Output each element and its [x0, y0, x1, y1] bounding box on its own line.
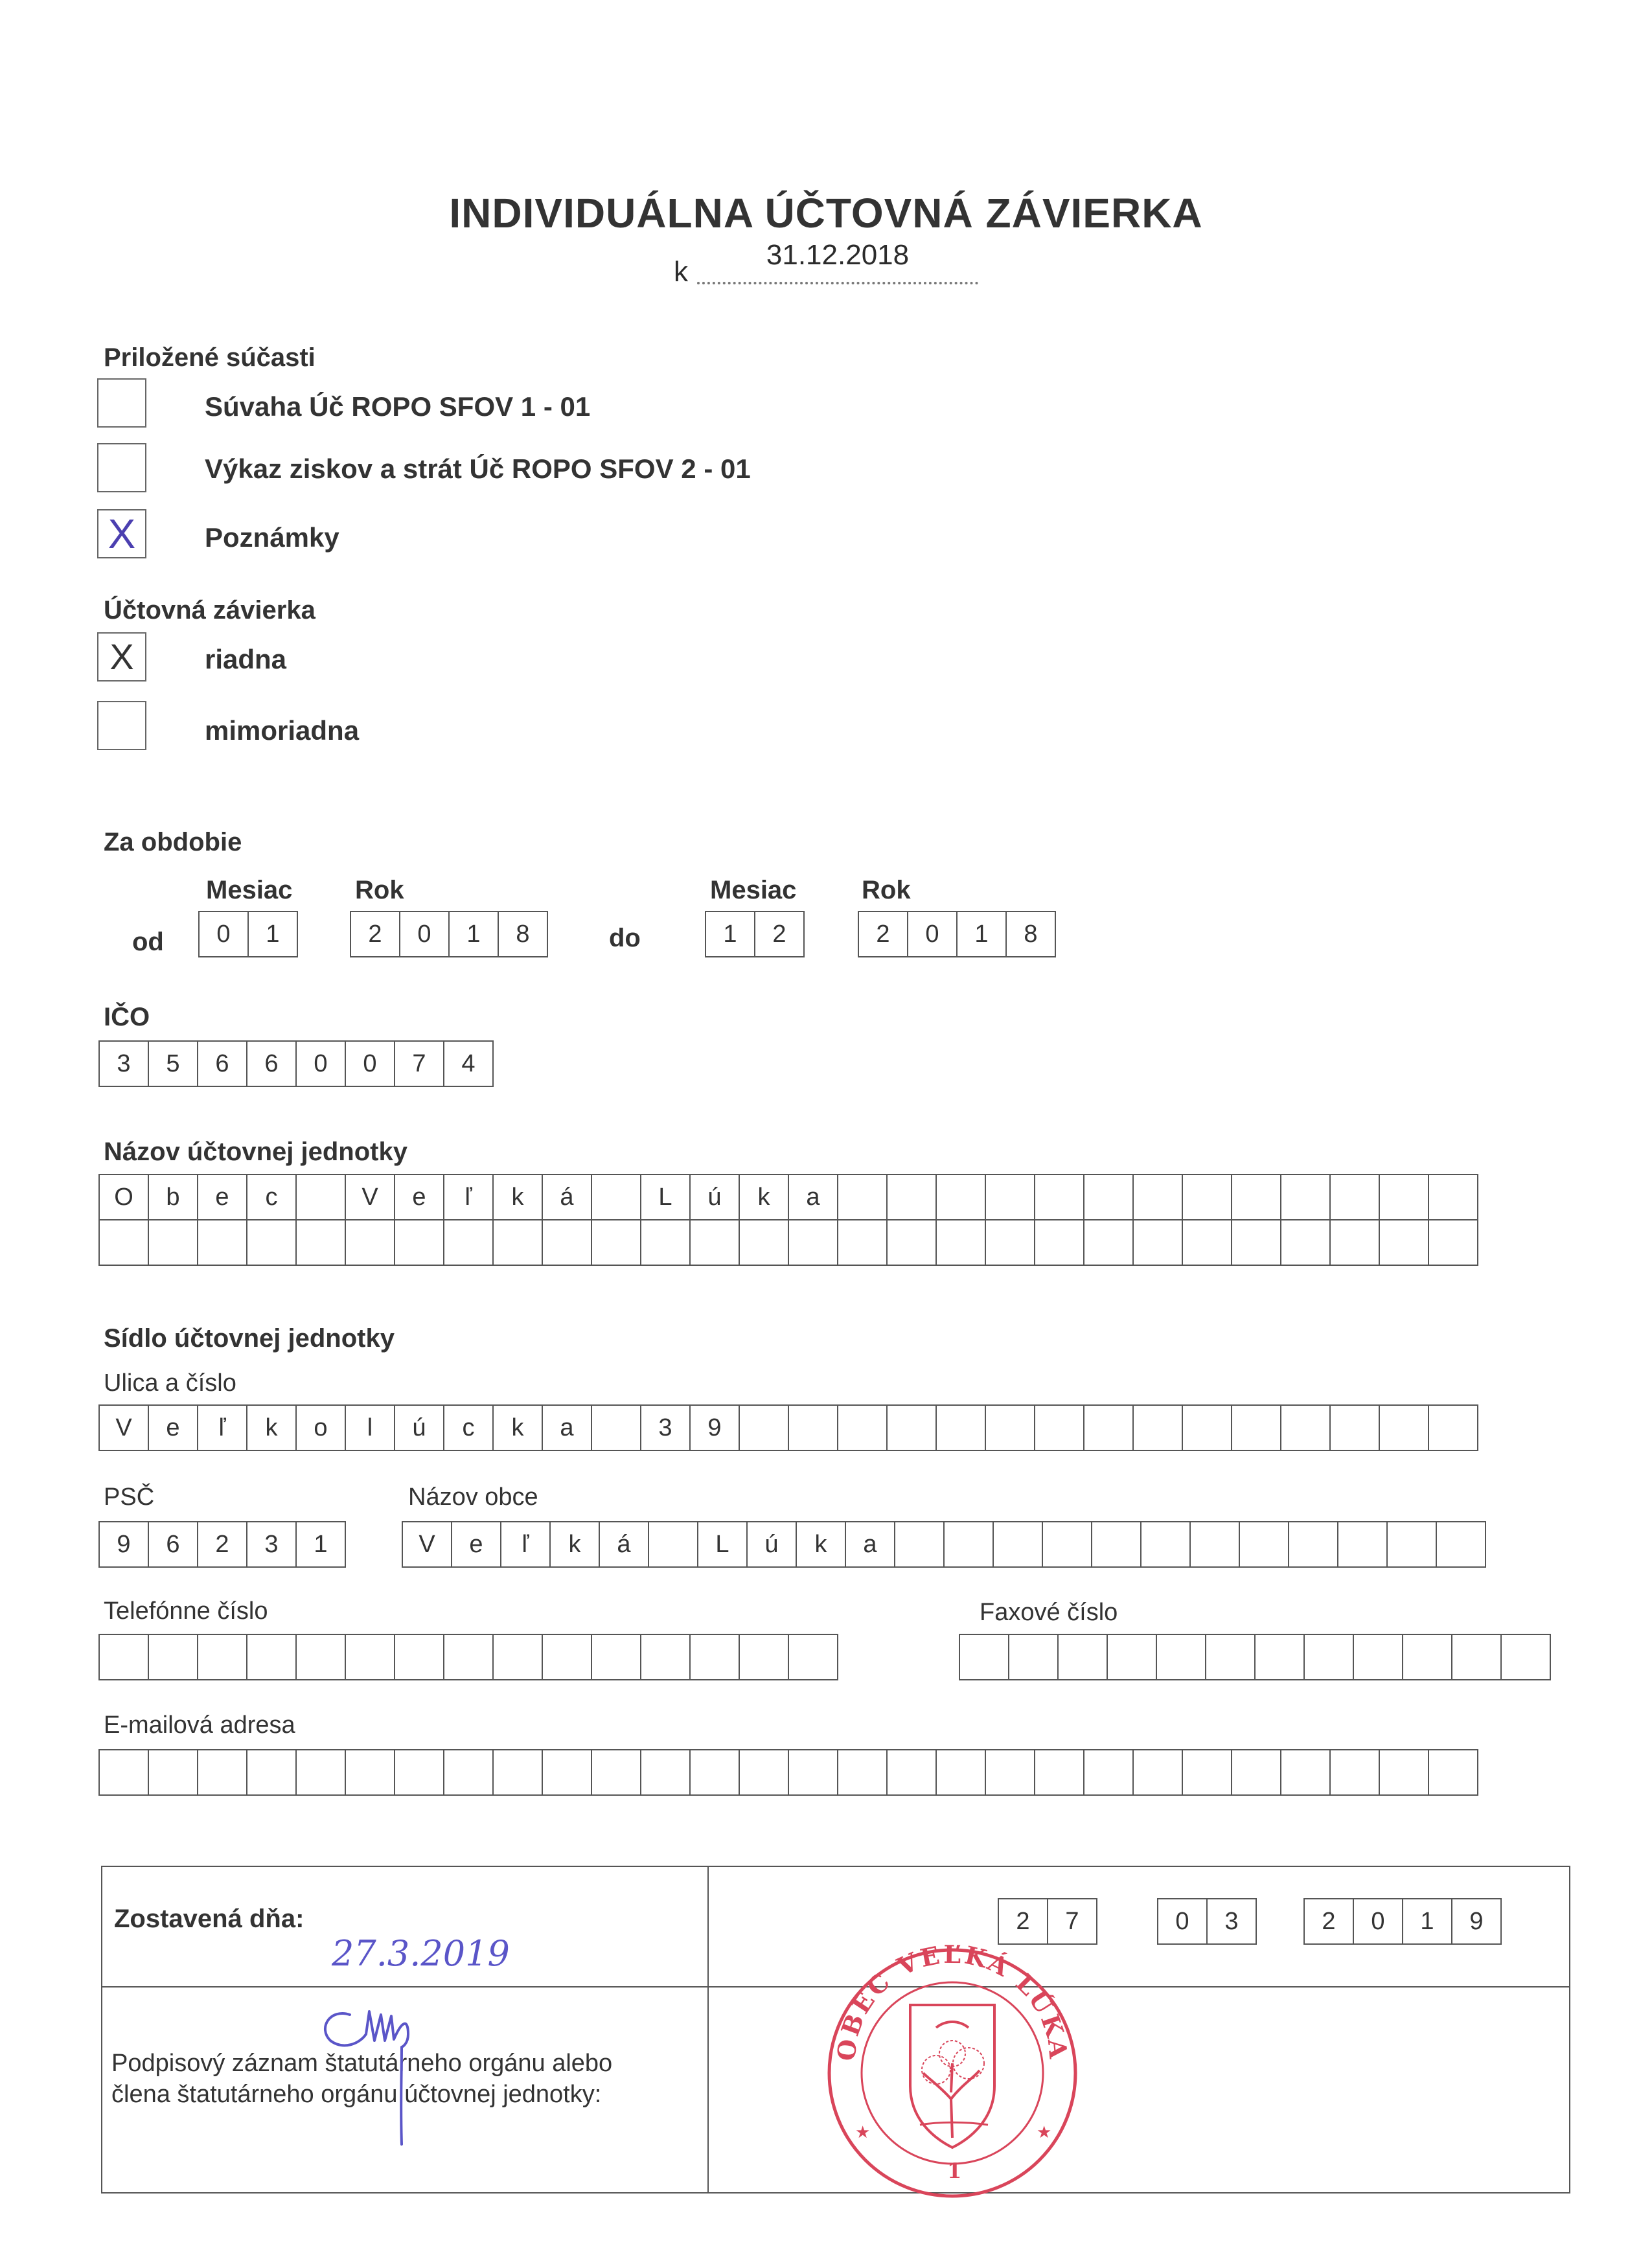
city-cell: V — [402, 1521, 452, 1568]
email-cell — [689, 1749, 740, 1796]
entity-name-cell: a — [788, 1174, 838, 1220]
entity-name-cell: c — [246, 1174, 297, 1220]
email-cell — [1329, 1749, 1380, 1796]
attachments-heading: Priložené súčasti — [104, 343, 315, 372]
email-cell — [935, 1749, 986, 1796]
entity-name-cell — [1034, 1174, 1084, 1220]
signature-label-line2: člena štatutárneho orgánu účtovnej jednotky: — [111, 2081, 602, 2108]
fax-cell — [1156, 1634, 1206, 1680]
from-month-cell: 1 — [247, 911, 298, 957]
document-title: INDIVIDUÁLNA ÚČTOVNÁ ZÁVIERKA — [449, 190, 1203, 236]
signature-frame-divider — [707, 1866, 709, 2194]
stamp-star-right: ★ — [1037, 2122, 1052, 2142]
entity-name-cell: e — [394, 1174, 444, 1220]
entity-name-cell — [1182, 1219, 1232, 1266]
city-cell — [1091, 1521, 1141, 1568]
stamp-number: 1 — [947, 2159, 962, 2183]
ico-label: IČO — [104, 1003, 150, 1031]
as-of-date-field[interactable] — [697, 239, 978, 284]
entity-name-cell — [837, 1219, 888, 1266]
street-cell: e — [148, 1404, 198, 1451]
city-cell — [1140, 1521, 1191, 1568]
to-month-cell: 2 — [754, 911, 805, 957]
city-cell — [943, 1521, 994, 1568]
stamp-text: OBEC VEĽKÁ LÚKA — [831, 1939, 1073, 2063]
phone-cell — [246, 1634, 297, 1680]
street-cell — [1132, 1404, 1183, 1451]
street-cell — [1083, 1404, 1134, 1451]
street-cell — [1280, 1404, 1331, 1451]
city-field[interactable] — [402, 1521, 1486, 1568]
entity-name-cell — [985, 1174, 1035, 1220]
entity-name-cell — [1329, 1174, 1380, 1220]
compiled-label: Zostavená dňa: — [114, 1905, 304, 1933]
entity-name-cell — [295, 1174, 346, 1220]
from-month-field[interactable] — [198, 911, 298, 957]
street-cell — [837, 1404, 888, 1451]
compiled-year-cell: 2 — [1303, 1898, 1354, 1945]
street-cell: ľ — [197, 1404, 247, 1451]
city-cell: e — [451, 1521, 501, 1568]
street-cell: 9 — [689, 1404, 740, 1451]
from-label: od — [132, 928, 164, 956]
entity-name-cell — [1428, 1219, 1478, 1266]
entity-name-cell — [1428, 1174, 1478, 1220]
email-cell — [443, 1749, 494, 1796]
fax-cell — [959, 1634, 1009, 1680]
to-year-cell: 1 — [956, 911, 1007, 957]
email-cell — [1182, 1749, 1232, 1796]
phone-cell — [345, 1634, 395, 1680]
psc-field[interactable] — [98, 1521, 346, 1568]
entity-name-cell: k — [739, 1174, 789, 1220]
fax-cell — [1107, 1634, 1157, 1680]
fax-cell — [1451, 1634, 1502, 1680]
phone-cell — [689, 1634, 740, 1680]
ico-field[interactable] — [98, 1040, 494, 1087]
entity-name-cell — [394, 1219, 444, 1266]
entity-name-cell — [591, 1174, 641, 1220]
entity-name-cell — [689, 1219, 740, 1266]
fax-label: Faxové číslo — [980, 1599, 1118, 1626]
handwritten-signature — [304, 1982, 499, 2177]
fax-cell — [1254, 1634, 1305, 1680]
phone-cell — [640, 1634, 691, 1680]
entity-name-cell — [443, 1219, 494, 1266]
entity-name-row — [98, 1174, 1478, 1220]
street-cell — [1379, 1404, 1429, 1451]
city-cell: k — [796, 1521, 846, 1568]
fax-cell — [1353, 1634, 1403, 1680]
street-cell: a — [542, 1404, 592, 1451]
email-cell — [1231, 1749, 1281, 1796]
entity-name-cell — [935, 1219, 986, 1266]
from-month-label: Mesiac — [206, 876, 293, 904]
city-cell — [648, 1521, 698, 1568]
email-cell — [98, 1749, 149, 1796]
email-cell — [739, 1749, 789, 1796]
entity-name-cell: ú — [689, 1174, 740, 1220]
street-cell — [1329, 1404, 1380, 1451]
entity-name-cell — [886, 1174, 937, 1220]
city-cell: L — [697, 1521, 748, 1568]
entity-name-cell: e — [197, 1174, 247, 1220]
entity-name-cell — [985, 1219, 1035, 1266]
compiled-month-cell: 0 — [1157, 1898, 1208, 1945]
city-cell — [1337, 1521, 1388, 1568]
email-cell — [837, 1749, 888, 1796]
city-cell: ú — [746, 1521, 797, 1568]
from-year-cell: 2 — [350, 911, 400, 957]
fax-field[interactable] — [959, 1634, 1551, 1680]
entity-name-cell: k — [492, 1174, 543, 1220]
phone-cell — [542, 1634, 592, 1680]
compiled-day-cell: 7 — [1047, 1898, 1097, 1945]
phone-cell — [295, 1634, 346, 1680]
entity-name-cell: O — [98, 1174, 149, 1220]
entity-name-cell — [640, 1219, 691, 1266]
from-year-label: Rok — [355, 876, 404, 904]
entity-name-cell — [542, 1219, 592, 1266]
label-extraordinary: mimoriadna — [205, 715, 360, 746]
email-cell — [148, 1749, 198, 1796]
ico-cell: 7 — [394, 1040, 444, 1087]
fax-cell — [1303, 1634, 1354, 1680]
phone-cell — [739, 1634, 789, 1680]
checkbox-income-statement[interactable] — [97, 443, 146, 492]
psc-cell: 2 — [197, 1521, 247, 1568]
email-cell — [985, 1749, 1035, 1796]
street-cell — [1182, 1404, 1232, 1451]
email-cell — [640, 1749, 691, 1796]
period-heading: Za obdobie — [104, 828, 242, 856]
entity-name-cell — [739, 1219, 789, 1266]
to-year-cell: 8 — [1005, 911, 1056, 957]
street-cell: k — [246, 1404, 297, 1451]
street-cell — [985, 1404, 1035, 1451]
street-cell — [739, 1404, 789, 1451]
entity-name-cell: á — [542, 1174, 592, 1220]
street-cell: V — [98, 1404, 149, 1451]
phone-cell — [492, 1634, 543, 1680]
checkbox-notes[interactable]: X — [97, 509, 146, 558]
street-field[interactable] — [98, 1404, 1478, 1451]
entity-name-cell: ľ — [443, 1174, 494, 1220]
street-cell: 3 — [640, 1404, 691, 1451]
entity-name-cell — [1182, 1174, 1232, 1220]
entity-name-cell — [1329, 1219, 1380, 1266]
city-cell: á — [599, 1521, 649, 1568]
city-cell — [894, 1521, 945, 1568]
entity-name-cell — [886, 1219, 937, 1266]
entity-name-field[interactable] — [98, 1174, 1478, 1266]
entity-name-cell — [1231, 1219, 1281, 1266]
compiled-year-cell: 9 — [1451, 1898, 1502, 1945]
ico-cell: 6 — [246, 1040, 297, 1087]
entity-name-cell — [98, 1219, 149, 1266]
from-year-cell: 1 — [448, 911, 499, 957]
email-cell — [1280, 1749, 1331, 1796]
compiled-month-field[interactable] — [1157, 1898, 1257, 1945]
compiled-month-cell: 3 — [1206, 1898, 1257, 1945]
from-year-cell: 8 — [498, 911, 548, 957]
from-month-cell: 0 — [198, 911, 249, 957]
street-cell — [1231, 1404, 1281, 1451]
fax-cell — [1205, 1634, 1256, 1680]
entity-name-cell — [1132, 1174, 1183, 1220]
label-notes: Poznámky — [205, 522, 339, 553]
entity-name-cell — [1231, 1174, 1281, 1220]
signature-label-line1: Podpisový záznam štatutárneho orgánu alebo — [111, 2050, 613, 2077]
email-cell — [197, 1749, 247, 1796]
fax-cell — [1500, 1634, 1551, 1680]
entity-name-cell — [1280, 1219, 1331, 1266]
city-cell — [1042, 1521, 1092, 1568]
ico-cell: 4 — [443, 1040, 494, 1087]
email-cell — [394, 1749, 444, 1796]
email-cell — [788, 1749, 838, 1796]
checkbox-extraordinary[interactable] — [97, 701, 146, 750]
entity-name-cell: V — [345, 1174, 395, 1220]
phone-cell — [394, 1634, 444, 1680]
street-cell — [935, 1404, 986, 1451]
phone-cell — [443, 1634, 494, 1680]
street-cell: o — [295, 1404, 346, 1451]
street-cell — [1428, 1404, 1478, 1451]
compiled-year-field[interactable] — [1303, 1898, 1502, 1945]
phone-cell — [98, 1634, 149, 1680]
email-cell — [1034, 1749, 1084, 1796]
entity-name-cell — [1083, 1219, 1134, 1266]
fax-cell — [1402, 1634, 1452, 1680]
to-year-cell: 2 — [858, 911, 908, 957]
phone-cell — [788, 1634, 838, 1680]
compiled-day-cell: 2 — [998, 1898, 1048, 1945]
as-of-date-value: 31.12.2018 — [766, 239, 910, 271]
psc-label: PSČ — [104, 1483, 155, 1511]
fax-cell — [1008, 1634, 1059, 1680]
phone-cell — [148, 1634, 198, 1680]
entity-name-cell — [246, 1219, 297, 1266]
compiled-handwritten-date: 27.3.2019 — [332, 1933, 510, 1974]
from-year-cell: 0 — [399, 911, 450, 957]
official-stamp — [803, 1930, 1101, 2203]
phone-label: Telefónne číslo — [104, 1598, 268, 1625]
city-label: Názov obce — [408, 1483, 538, 1511]
from-year-field[interactable] — [350, 911, 548, 957]
checkbox-regular[interactable]: X — [97, 632, 146, 682]
entity-name-cell — [1379, 1219, 1429, 1266]
as-of-prefix: k — [674, 256, 688, 288]
label-regular: riadna — [205, 644, 287, 674]
entity-name-cell — [591, 1219, 641, 1266]
email-label: E-mailová adresa — [104, 1712, 295, 1739]
entity-name-cell — [295, 1219, 346, 1266]
email-cell — [886, 1749, 937, 1796]
street-cell — [788, 1404, 838, 1451]
ico-cell: 3 — [98, 1040, 149, 1087]
ico-cell: 6 — [197, 1040, 247, 1087]
to-month-label: Mesiac — [710, 876, 797, 904]
psc-cell: 1 — [295, 1521, 346, 1568]
entity-name-label: Názov účtovnej jednotky — [104, 1138, 407, 1166]
email-cell — [345, 1749, 395, 1796]
to-year-cell: 0 — [907, 911, 958, 957]
checkbox-balance-sheet[interactable] — [97, 378, 146, 428]
phone-cell — [197, 1634, 247, 1680]
email-cell — [246, 1749, 297, 1796]
to-year-label: Rok — [862, 876, 911, 904]
entity-name-cell — [345, 1219, 395, 1266]
ico-cell: 0 — [295, 1040, 346, 1087]
to-year-field[interactable] — [858, 911, 1056, 957]
to-month-field[interactable] — [705, 911, 805, 957]
entity-name-cell — [1280, 1174, 1331, 1220]
phone-field[interactable] — [98, 1634, 838, 1680]
entity-name-cell — [1034, 1219, 1084, 1266]
email-field[interactable] — [98, 1749, 1478, 1796]
ico-cell: 0 — [345, 1040, 395, 1087]
email-cell — [1428, 1749, 1478, 1796]
email-cell — [1379, 1749, 1429, 1796]
psc-cell: 3 — [246, 1521, 297, 1568]
entity-name-cell — [148, 1219, 198, 1266]
ico-cell: 5 — [148, 1040, 198, 1087]
street-cell — [591, 1404, 641, 1451]
street-cell — [1034, 1404, 1084, 1451]
city-cell — [1288, 1521, 1338, 1568]
email-cell — [542, 1749, 592, 1796]
email-cell — [492, 1749, 543, 1796]
stamp-star-left: ★ — [855, 2122, 871, 2142]
entity-name-cell — [1132, 1219, 1183, 1266]
compiled-year-cell: 1 — [1402, 1898, 1452, 1945]
entity-name-row — [98, 1219, 1478, 1266]
entity-name-cell — [837, 1174, 888, 1220]
city-cell — [1239, 1521, 1289, 1568]
entity-name-cell — [788, 1219, 838, 1266]
address-heading: Sídlo účtovnej jednotky — [104, 1324, 395, 1353]
city-cell — [1436, 1521, 1486, 1568]
city-cell: ľ — [500, 1521, 551, 1568]
street-cell — [886, 1404, 937, 1451]
email-cell — [1083, 1749, 1134, 1796]
entity-name-cell — [492, 1219, 543, 1266]
street-cell: l — [345, 1404, 395, 1451]
city-cell — [1189, 1521, 1240, 1568]
email-cell — [591, 1749, 641, 1796]
entity-name-cell: b — [148, 1174, 198, 1220]
entity-name-cell — [935, 1174, 986, 1220]
to-month-cell: 1 — [705, 911, 755, 957]
to-label: do — [609, 924, 641, 952]
label-balance-sheet: Súvaha Úč ROPO SFOV 1 - 01 — [205, 391, 591, 422]
entity-name-cell — [1083, 1174, 1134, 1220]
city-cell: k — [549, 1521, 600, 1568]
label-income-statement: Výkaz ziskov a strát Úč ROPO SFOV 2 - 01 — [205, 453, 751, 484]
entity-name-cell: L — [640, 1174, 691, 1220]
entity-name-cell — [197, 1219, 247, 1266]
street-label: Ulica a číslo — [104, 1369, 236, 1397]
psc-cell: 9 — [98, 1521, 149, 1568]
compiled-year-cell: 0 — [1353, 1898, 1403, 1945]
statement-type-heading: Účtovná závierka — [104, 596, 315, 624]
street-cell: ú — [394, 1404, 444, 1451]
city-cell: a — [845, 1521, 895, 1568]
email-cell — [1132, 1749, 1183, 1796]
city-cell — [1386, 1521, 1437, 1568]
city-cell — [992, 1521, 1043, 1568]
street-cell: c — [443, 1404, 494, 1451]
street-cell: k — [492, 1404, 543, 1451]
entity-name-cell — [1379, 1174, 1429, 1220]
email-cell — [295, 1749, 346, 1796]
fax-cell — [1057, 1634, 1108, 1680]
psc-cell: 6 — [148, 1521, 198, 1568]
phone-cell — [591, 1634, 641, 1680]
